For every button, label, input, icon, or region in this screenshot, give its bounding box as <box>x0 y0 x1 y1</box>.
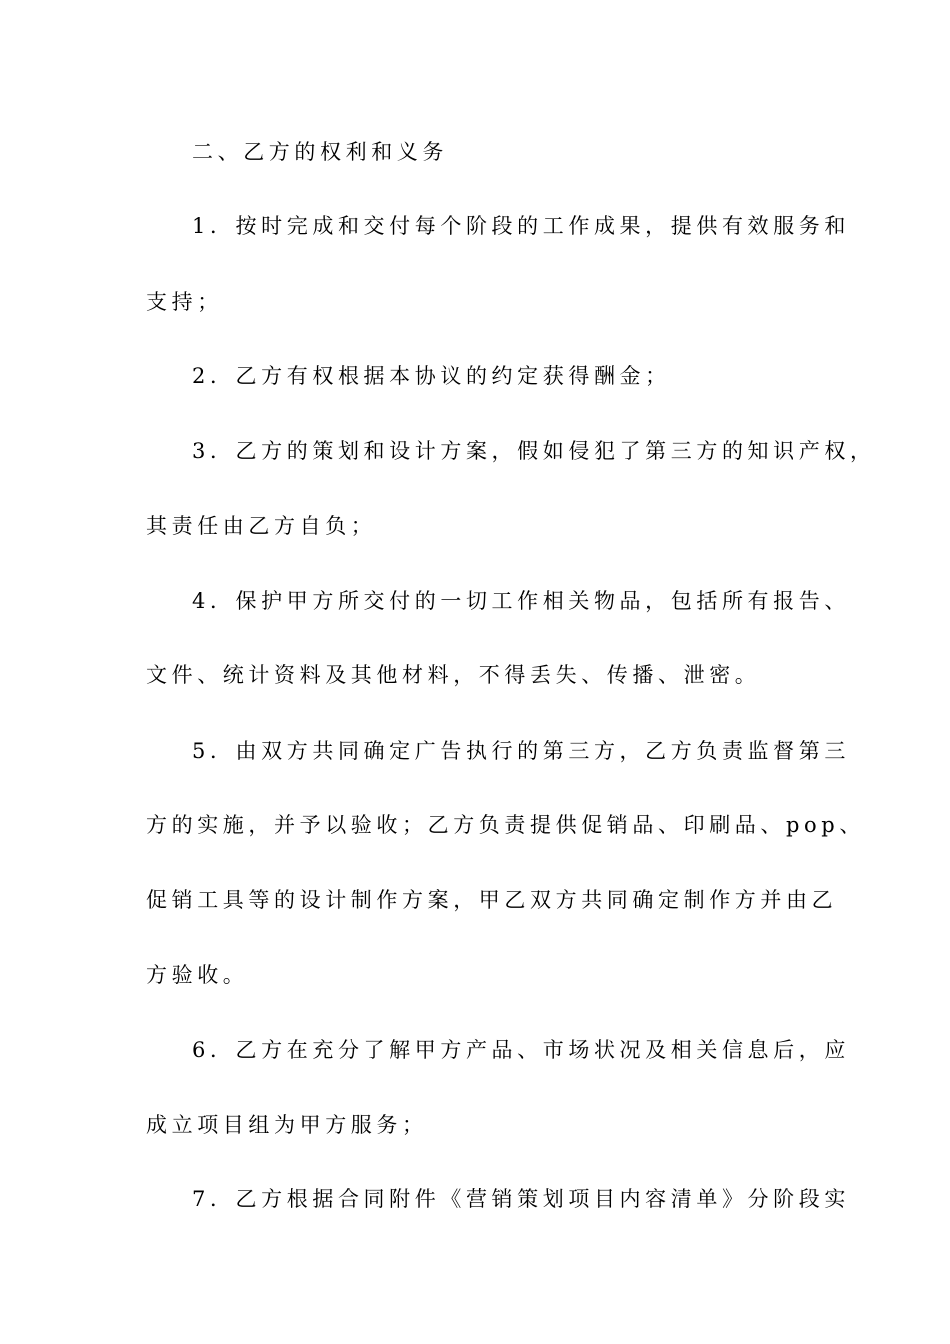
paragraph-line: 1．按时完成和交付每个阶段的工作成果，提供有效服务和 <box>192 214 850 238</box>
paragraph-line: 支持； <box>146 290 223 314</box>
paragraph-line: 文件、统计资料及其他材料，不得丢失、传播、泄密。 <box>146 663 761 687</box>
section-heading: 二、乙方的权利和义务 <box>192 140 448 164</box>
paragraph-line: 7．乙方根据合同附件《营销策划项目内容清单》分阶段实 <box>192 1187 850 1211</box>
paragraph-line: 促销工具等的设计制作方案，甲乙双方共同确定制作方并由乙 <box>146 888 838 912</box>
paragraph-line: 4．保护甲方所交付的一切工作相关物品，包括所有报告、 <box>192 589 850 613</box>
paragraph-line: 2．乙方有权根据本协议的约定获得酬金； <box>192 364 671 388</box>
paragraph-line: 方的实施，并予以验收；乙方负责提供促销品、印刷品、pop、 <box>146 813 865 837</box>
paragraph-line: 3．乙方的策划和设计方案，假如侵犯了第三方的知识产权， <box>192 439 876 463</box>
paragraph-line: 其责任由乙方自负； <box>146 514 377 538</box>
paragraph-line: 6．乙方在充分了解甲方产品、市场状况及相关信息后，应 <box>192 1038 850 1062</box>
paragraph-line: 成立项目组为甲方服务； <box>146 1113 428 1137</box>
paragraph-line: 方验收。 <box>146 963 249 987</box>
paragraph-line: 5．由双方共同确定广告执行的第三方，乙方负责监督第三 <box>192 739 850 763</box>
